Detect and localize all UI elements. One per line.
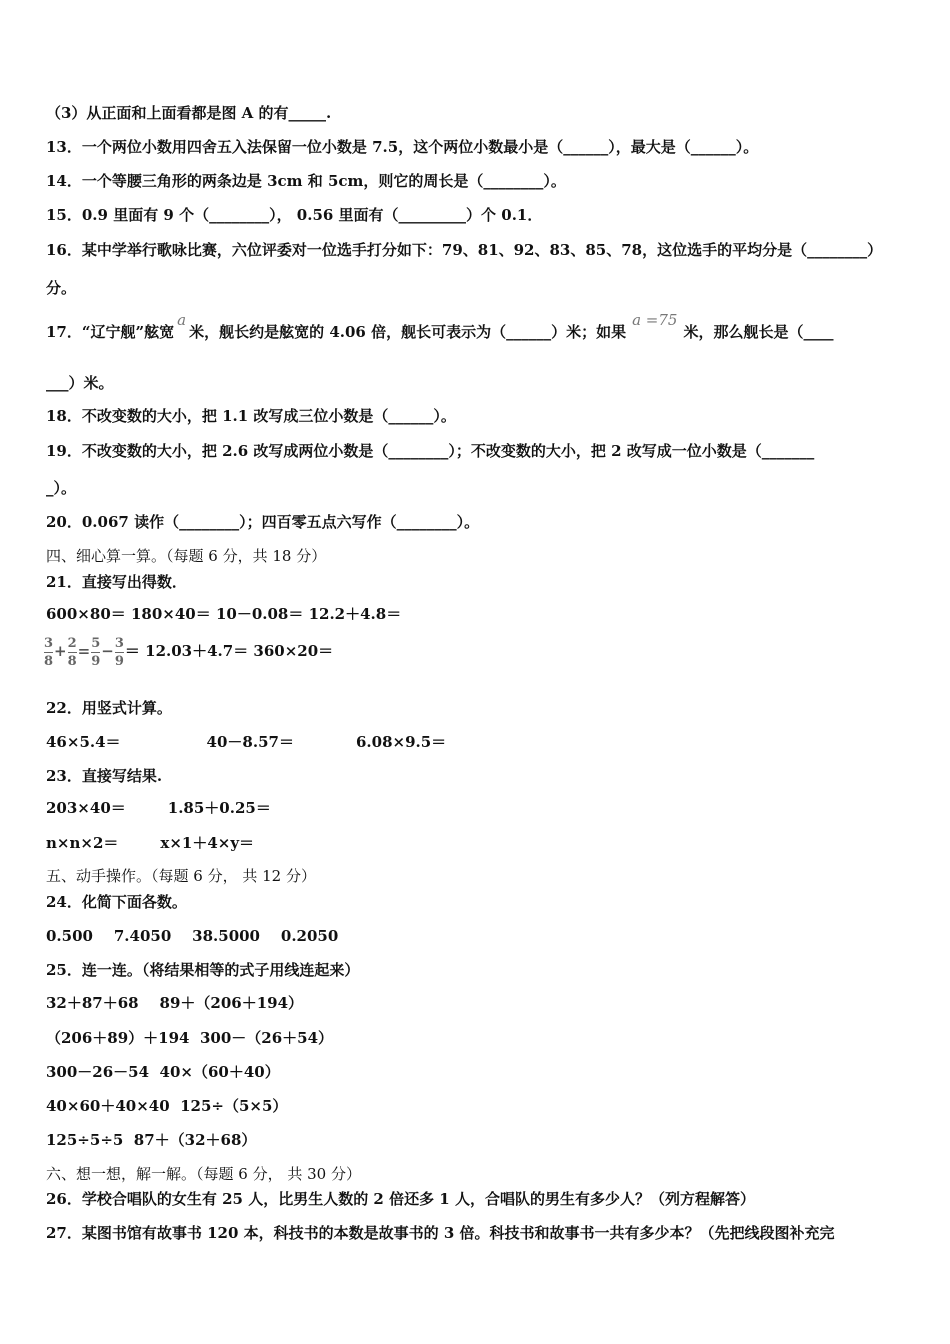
question-23-row2 (46, 833, 254, 853)
question-22: 22．用竖式计算。 (46, 699, 172, 717)
question-16-line1: 16．某中学举行歌咏比赛，六位评委对一位选手打分如下：79、81、92、83、85、78，这位选手的平均分是（________） (46, 241, 883, 259)
section-5-heading: 五、动手操作。（每题 6 分， 共 12 分） (46, 867, 316, 885)
q25-row: 32＋87＋68 89＋（206＋194） (46, 994, 304, 1012)
question-24-items: 0.500 7.4050 38.5000 0.2050 (46, 927, 339, 945)
q22-item-2: 40－8.57＝ (206, 733, 294, 751)
fraction-2-8: $\frac{2}{8}$ (67, 635, 77, 669)
q17-part1: 17．“辽宁舰”舷宽 (46, 323, 175, 341)
section-6-heading: 六、想一想，解一解。（每题 6 分， 共 30 分） (46, 1165, 361, 1183)
q23-item-1: 203×40＝ (46, 799, 126, 817)
q17-part3: 米，那么舰长是（____ (683, 323, 834, 341)
question-19-line1: 19．不改变数的大小，把 2.6 改写成两位小数是（________）；不改变数的大小，把 2 改写成一位小数是（_______ (46, 442, 815, 460)
equals-sign: = (77, 642, 91, 660)
q25-row: 125÷5÷5 87＋（32＋68） (46, 1131, 257, 1149)
fraction-3-9: $\frac{3}{9}$ (114, 635, 124, 669)
fraction-5-9: $\frac{5}{9}$ (91, 635, 101, 669)
q25-row: 40×60＋40×40 125÷（5×5） (46, 1097, 288, 1115)
q12-part3: （3）从正面和上面看都是图 A 的有_____. (46, 104, 332, 122)
q22-item-1: 46×5.4＝ (46, 733, 121, 751)
question-15: 15．0.9 里面有 9 个（________）， 0.56 里面有（_________）个 0.1． (46, 206, 543, 224)
q23-item-4: x×1＋4×y＝ (160, 834, 255, 852)
question-20: 20．0.067 读作（________）；四百零五点六写作（________）。 (46, 513, 480, 531)
question-17-line2: ___）米。 (46, 374, 114, 392)
question-23: 23．直接写结果. (46, 767, 163, 785)
question-24: 24．化简下面各数。 (46, 893, 187, 911)
question-22-items (46, 732, 446, 752)
question-17-line1 (46, 311, 834, 342)
question-23-row1 (46, 798, 271, 818)
question-21: 21．直接写出得数． (46, 573, 187, 591)
plus-sign: + (54, 642, 67, 660)
q17-var-a: a (177, 311, 187, 329)
question-26: 26．学校合唱队的女生有 25 人，比男生人数的 2 倍还多 1 人，合唱队的男生有多少人？（列方程解答） (46, 1190, 755, 1208)
q25-row: 300－26－54 40×（60＋40） (46, 1063, 280, 1081)
question-21-row2 (46, 634, 333, 668)
question-16-line2: 分。 (46, 279, 77, 297)
question-27: 27．某图书馆有故事书 120 本，科技书的本数是故事书的 3 倍。科技书和故事书一共有多少本？（先把线段图补充完 (46, 1224, 835, 1242)
question-13: 13．一个两位小数用四舍五入法保留一位小数是 7.5，这个两位小数最小是（______），最大是（______）。 (46, 138, 759, 156)
question-18: 18．不改变数的大小，把 1.1 改写成三位小数是（______）。 (46, 407, 456, 425)
q21-row2-rest: ＝ 12.03＋4.7＝ 360×20＝ (124, 642, 334, 660)
q25-row: （206＋89）＋194 300－（26＋54） (46, 1029, 334, 1047)
q23-item-2: 1.85＋0.25＝ (167, 799, 271, 817)
q22-item-3: 6.08×9.5＝ (355, 733, 447, 751)
question-14: 14．一个等腰三角形的两条边是 3cm 和 5cm，则它的周长是（________）。 (46, 172, 566, 190)
q17-equation: a =75 (632, 311, 678, 329)
question-21-row1: 600×80＝ 180×40＝ 10－0.08＝ 12.2＋4.8＝ (46, 605, 402, 623)
question-25: 25．连一连。（将结果相等的式子用线连起来） (46, 961, 360, 979)
q23-item-3: n×n×2＝ (46, 834, 119, 852)
minus-sign: − (101, 642, 114, 660)
question-19-line2: _）。 (46, 479, 77, 497)
fraction-3-8: $\frac{3}{8}$ (44, 635, 54, 669)
section-4-heading: 四、细心算一算。（每题 6 分，共 18 分） (46, 547, 327, 565)
q17-part2: 米，舰长约是舷宽的 4.06 倍，舰长可表示为（______）米；如果 (189, 323, 627, 341)
